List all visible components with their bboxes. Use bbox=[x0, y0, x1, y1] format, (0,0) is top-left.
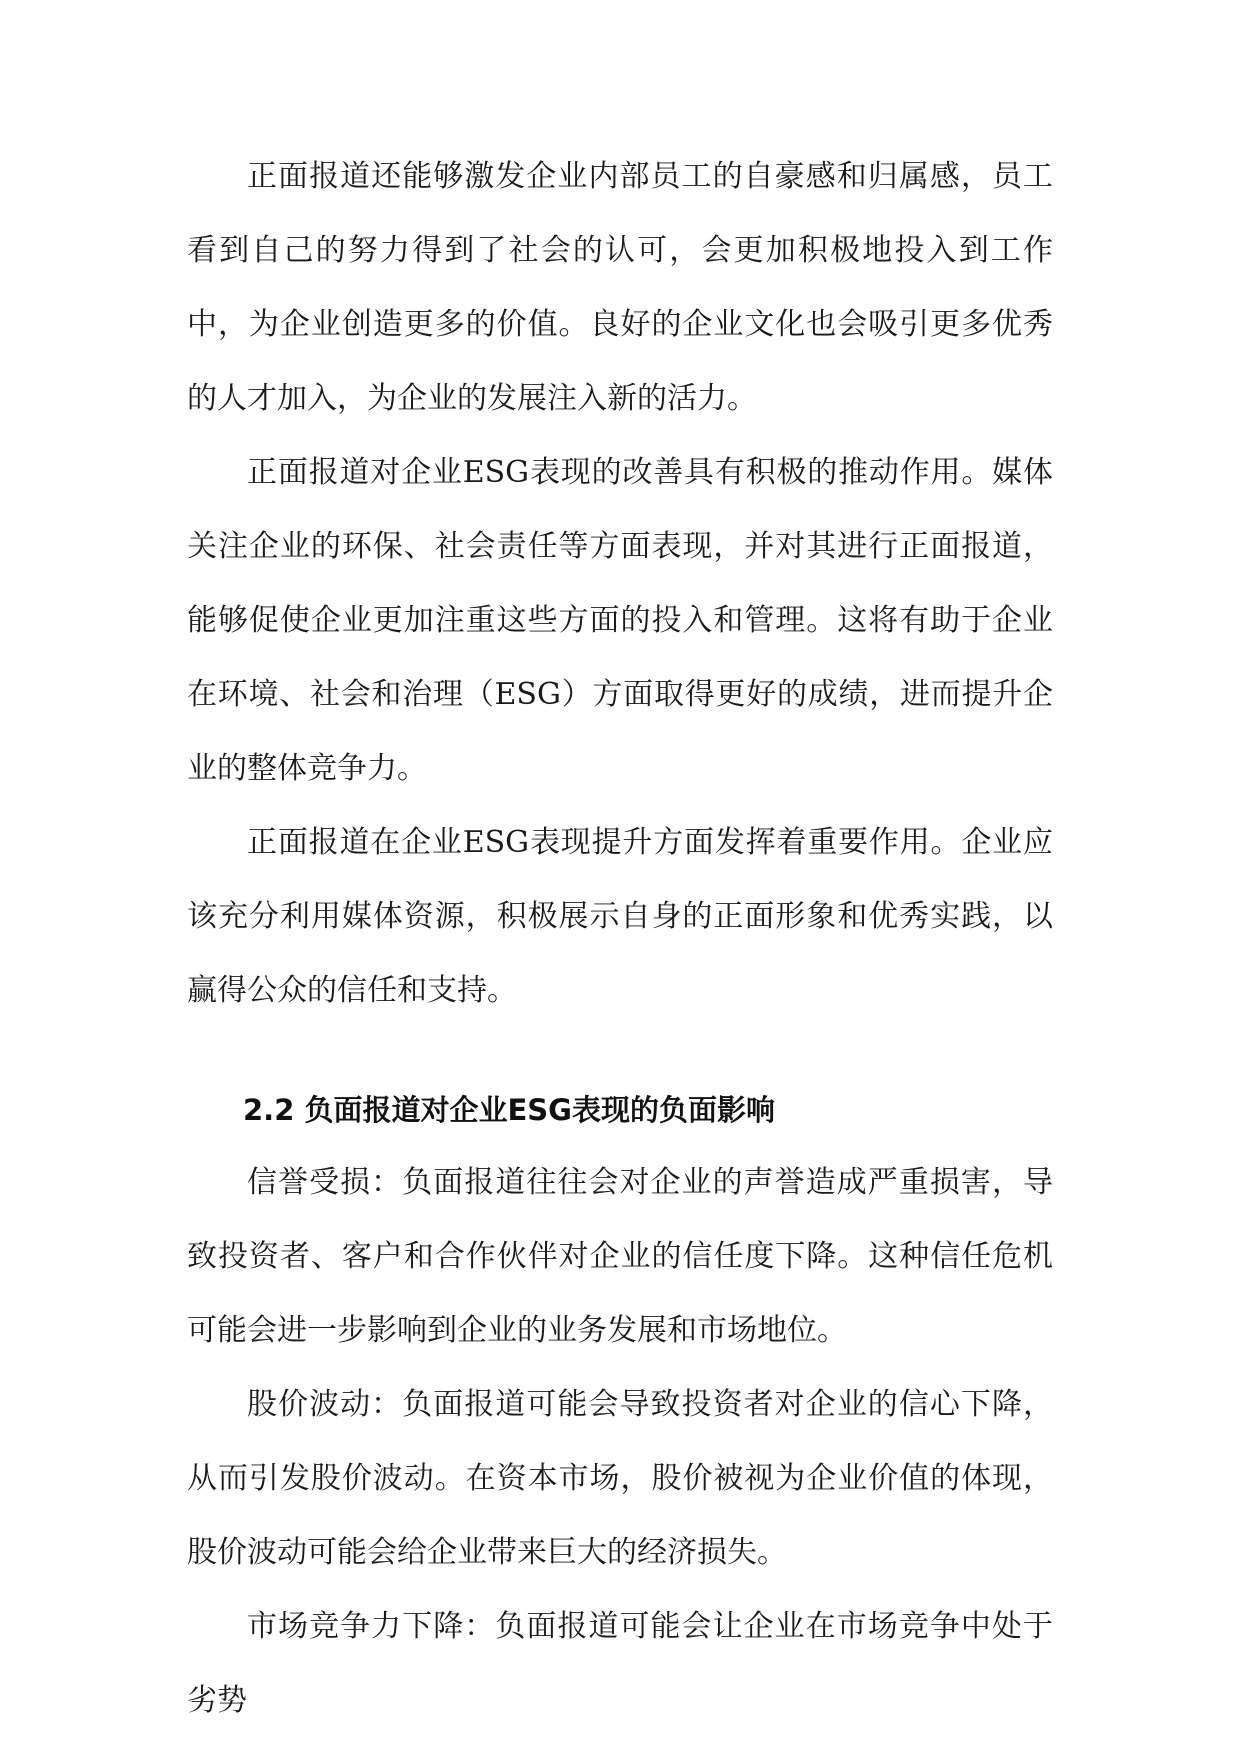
paragraph-esg-improvement: 正面报道对企业ESG表现的改善具有积极的推动作用。媒体关注企业的环保、社会责任等方面表现，并对其进行正面报道，能够促使企业更加注重这些方面的投入和管理。这将有助于企业在环境、社会和治理（ESG）方面取得更好的成绩，进而提升企业的整体竞争力。 bbox=[187, 455, 1053, 786]
paragraph-stock-volatility: 股价波动：负面报道可能会导致投资者对企业的信心下降，从而引发股价波动。在资本市场，股价被视为企业价值的体现，股价波动可能会给企业带来巨大的经济损失。 bbox=[187, 1387, 1053, 1570]
paragraph-employee-pride: 正面报道还能够激发企业内部员工的自豪感和归属感，员工看到自己的努力得到了社会的认可，会更加积极地投入到工作中，为企业创造更多的价值。良好的企业文化也会吸引更多优秀的人才加入，为企业的发展注入新的活力。 bbox=[187, 159, 1053, 416]
section-spacer bbox=[187, 1028, 1053, 1048]
section-heading: 2.2 负面报道对企业ESG表现的负面影响 bbox=[243, 1093, 775, 1127]
paragraph-esg-role: 正面报道在企业ESG表现提升方面发挥着重要作用。企业应该充分利用媒体资源，积极展示自身的正面形象和优秀实践，以赢得公众的信任和支持。 bbox=[187, 825, 1053, 1008]
paragraph-competitiveness-decline: 市场竞争力下降：负面报道可能会让企业在市场竞争中处于劣势 bbox=[187, 1609, 1053, 1718]
document-body bbox=[187, 140, 1053, 1738]
paragraph-reputation-damage: 信誉受损：负面报道往往会对企业的声誉造成严重损害，导致投资者、客户和合作伙伴对企业的信任度下降。这种信任危机可能会进一步影响到企业的业务发展和市场地位。 bbox=[187, 1165, 1053, 1348]
